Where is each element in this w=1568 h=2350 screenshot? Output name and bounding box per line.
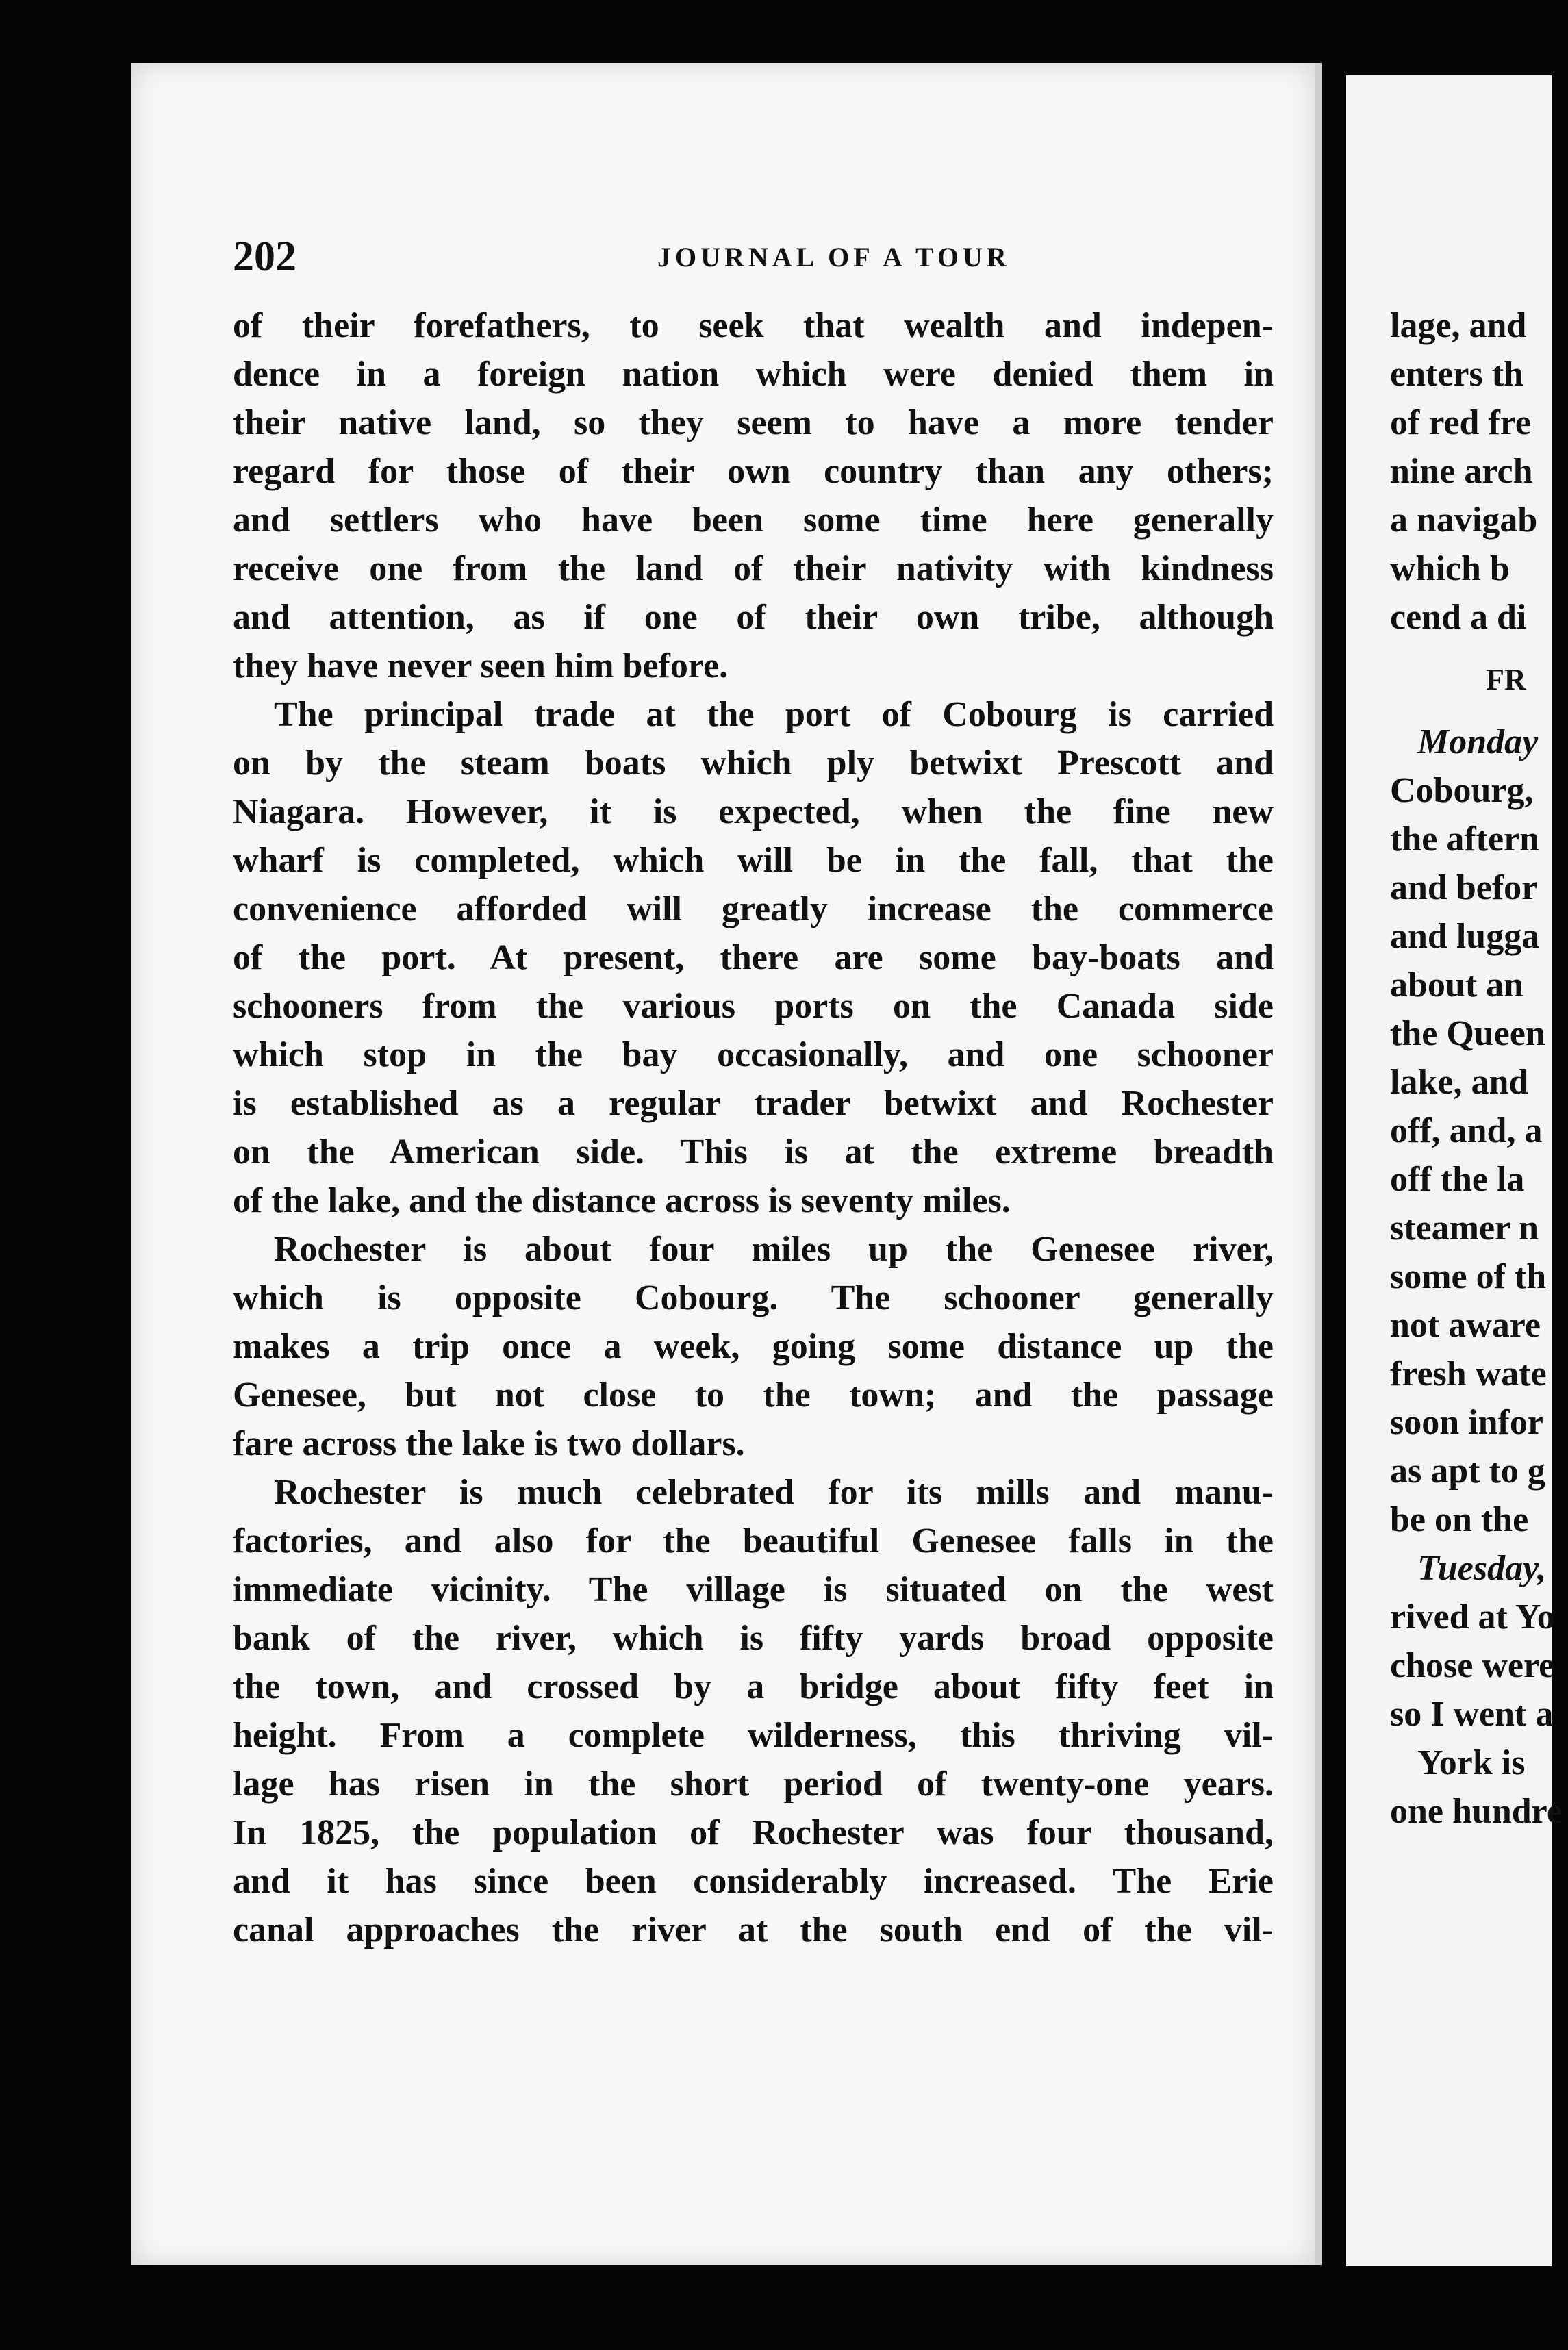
text-line: which is opposite Cobourg. The schooner generally xyxy=(233,1278,1274,1317)
running-head: JOURNAL OF A TOUR xyxy=(657,242,1011,273)
section-heading: FR xyxy=(1486,663,1526,696)
text-line: rived at Yo xyxy=(1390,1597,1555,1637)
text-line: In 1825, the population of Rochester was four thousand, xyxy=(233,1813,1274,1852)
text-line: dence in a foreign nation which were denied them in xyxy=(233,355,1274,394)
text-line: of the lake, and the distance across is seventy miles. xyxy=(233,1181,1011,1220)
text-line: factories, and also for the beautiful Genesee falls in the xyxy=(233,1521,1274,1561)
text-line: as apt to g xyxy=(1390,1452,1545,1491)
text-line: Tuesday, xyxy=(1417,1549,1547,1588)
text-line: and befor xyxy=(1390,868,1538,907)
text-line: is established as a regular trader betwixt and Rochester xyxy=(233,1084,1274,1123)
text-line: fare across the lake is two dollars. xyxy=(233,1424,745,1463)
text-line: wharf is completed, which will be in the fall, that the xyxy=(233,841,1274,880)
text-line: soon infor xyxy=(1390,1403,1543,1442)
text-line: and it has since been considerably increased. The Erie xyxy=(233,1862,1274,1901)
text-line: be on the xyxy=(1390,1500,1529,1539)
text-line: immediate vicinity. The village is situated on the west xyxy=(233,1570,1274,1609)
text-line: about an xyxy=(1390,965,1524,1005)
text-line: a navigab xyxy=(1390,501,1538,540)
text-line: regard for those of their own country than any others; xyxy=(233,452,1274,491)
text-line: Genesee, but not close to the town; and the passage xyxy=(233,1376,1274,1415)
text-line: lage has risen in the short period of twenty-one years. xyxy=(233,1765,1274,1804)
text-line: chose were xyxy=(1390,1646,1555,1685)
text-line: bank of the river, which is fifty yards broad opposite xyxy=(233,1619,1274,1658)
page-number: 202 xyxy=(233,233,296,280)
right-page-text xyxy=(1390,301,1568,1836)
text-line: their native land, so they seem to have a more tender xyxy=(233,403,1274,442)
text-line: schooners from the various ports on the Canada side xyxy=(233,987,1274,1026)
text-line: they have never seen him before. xyxy=(233,646,729,685)
text-line: one hundre xyxy=(1390,1792,1563,1831)
text-line: of the port. At present, there are some bay-boats and xyxy=(233,938,1274,977)
text-line: York is xyxy=(1417,1743,1526,1782)
text-line: which stop in the bay occasionally, and one schooner xyxy=(233,1035,1274,1074)
text-line: Monday xyxy=(1417,722,1539,761)
text-line: canal approaches the river at the south end of the vil- xyxy=(233,1910,1274,1949)
text-line: off, and, a xyxy=(1390,1111,1543,1150)
text-line: cend a di xyxy=(1390,598,1527,637)
text-line: steamer n xyxy=(1390,1209,1539,1248)
text-line: on the American side. This is at the extreme breadth xyxy=(233,1133,1274,1172)
text-line: of their forefathers, to seek that wealth and indepen- xyxy=(233,306,1274,345)
page-header xyxy=(233,233,1274,294)
text-line: the town, and crossed by a bridge about fifty feet in xyxy=(233,1667,1274,1706)
text-line: The principal trade at the port of Cobourg is carried xyxy=(274,695,1274,734)
text-line: of red fre xyxy=(1390,403,1531,442)
text-line: lage, and xyxy=(1390,306,1527,345)
text-line: convenience afforded will greatly increase the commerce xyxy=(233,889,1274,928)
text-line: Rochester is about four miles up the Genesee river, xyxy=(274,1230,1274,1269)
text-line: height. From a complete wilderness, this thriving vil- xyxy=(233,1716,1274,1755)
text-line: enters th xyxy=(1390,355,1523,394)
text-line: nine arch xyxy=(1390,452,1533,491)
text-line: and attention, as if one of their own tribe, although xyxy=(233,598,1274,637)
text-line: and lugga xyxy=(1390,917,1540,956)
text-line: which b xyxy=(1390,549,1510,588)
text-line: Cobourg, xyxy=(1390,771,1534,810)
text-line: Rochester is much celebrated for its mills and manu- xyxy=(274,1473,1274,1512)
text-line: not aware xyxy=(1390,1306,1541,1345)
left-page-text xyxy=(233,301,1274,1954)
text-line: Niagara. However, it is expected, when the fine new xyxy=(233,792,1274,831)
text-line: some of th xyxy=(1390,1257,1547,1296)
text-line: and settlers who have been some time here generally xyxy=(233,501,1274,540)
text-line: receive one from the land of their nativity with kindness xyxy=(233,549,1274,588)
text-line: the aftern xyxy=(1390,820,1540,859)
text-line: lake, and xyxy=(1390,1063,1529,1102)
text-line: off the la xyxy=(1390,1160,1525,1199)
text-line: the Queen xyxy=(1390,1014,1545,1053)
text-line: so I went a xyxy=(1390,1695,1554,1734)
text-line: makes a trip once a week, going some distance up the xyxy=(233,1327,1274,1366)
text-line: fresh wate xyxy=(1390,1354,1547,1393)
text-line: on by the steam boats which ply betwixt Prescott and xyxy=(233,744,1274,783)
